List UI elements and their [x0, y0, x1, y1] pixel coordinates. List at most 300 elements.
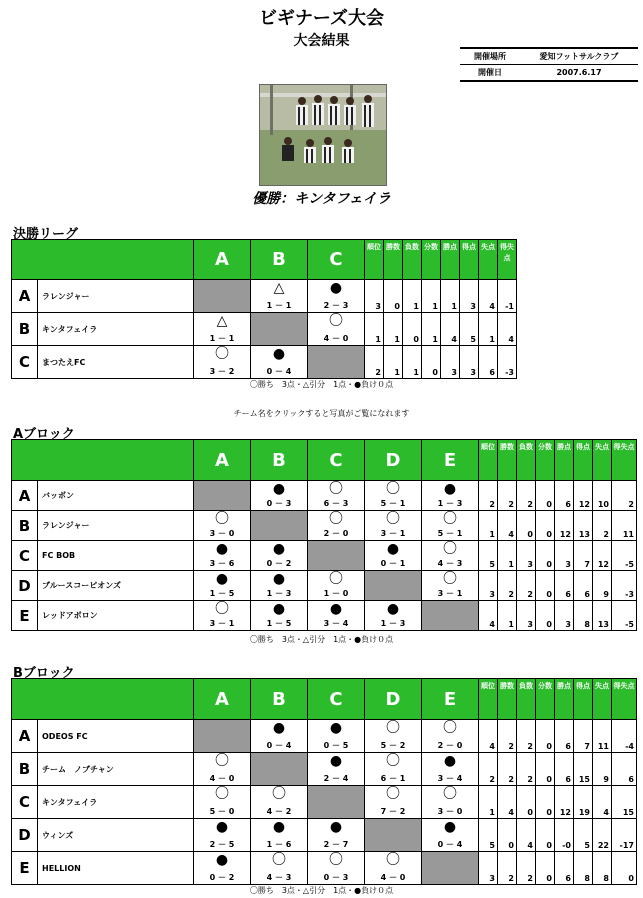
stat-header: 失点 [593, 440, 612, 481]
match-result-cell [308, 280, 365, 313]
stat-header: 勝点 [555, 440, 574, 481]
stat-value: 6 [555, 753, 574, 786]
stat-value: 3 [460, 346, 479, 379]
match-result-cell [422, 481, 479, 511]
click-team-name-note: チーム名をクリックすると写真がご覧になれます [233, 409, 410, 418]
stat-value: 8 [593, 852, 612, 885]
match-result-cell [251, 346, 308, 379]
header-blank-cell [12, 240, 194, 280]
result-symbol: 〇 [443, 571, 457, 587]
match-score: 5 － 1 [380, 499, 406, 508]
stat-value: 2 [498, 571, 517, 601]
info-value-date: 2007.6.17 [520, 65, 638, 82]
match-score: 5 － 1 [437, 529, 463, 538]
final-league-legend: 〇勝ち 3点・△引分 1点・●負け０点 [249, 380, 394, 389]
team-name-link[interactable]: キンタフェイラ [38, 786, 194, 819]
stat-value: 2 [479, 753, 498, 786]
stat-value: 1 [479, 786, 498, 819]
stat-header: 順位 [479, 679, 498, 720]
match-result-cell [194, 819, 251, 852]
header-blank-cell [12, 679, 194, 720]
result-symbol: 〇 [329, 571, 343, 587]
team-name-link[interactable]: まつたえFC [38, 346, 194, 379]
team-letter: B [12, 753, 38, 786]
result-symbol: ● [272, 571, 286, 587]
result-symbol: 〇 [386, 481, 400, 497]
stat-value: 4 [479, 601, 498, 631]
stat-value: 0 [403, 313, 422, 346]
column-header-b: B [251, 240, 308, 280]
result-symbol: ● [215, 819, 229, 835]
team-name-link[interactable]: ラレンジャー [38, 280, 194, 313]
block-b-legend: 〇勝ち 3点・△引分 1点・●負け０点 [249, 886, 394, 895]
stat-value: 0 [536, 720, 555, 753]
match-score: 0 － 1 [380, 559, 406, 568]
result-symbol: ● [329, 720, 343, 736]
stat-header: 分数 [536, 440, 555, 481]
stat-value: 2 [498, 720, 517, 753]
result-symbol: ● [329, 601, 343, 617]
result-symbol: ● [215, 571, 229, 587]
stat-value: -17 [612, 819, 637, 852]
self-match-cell [308, 541, 365, 571]
stat-header: 勝点 [555, 679, 574, 720]
stat-value: 0 [612, 852, 637, 885]
result-symbol: ● [329, 753, 343, 769]
stat-value: 3 [441, 346, 460, 379]
stat-value: 0 [536, 481, 555, 511]
match-score: 3 － 4 [437, 774, 463, 783]
self-match-cell [422, 601, 479, 631]
stat-value: 4 [479, 720, 498, 753]
column-header-a: A [194, 440, 251, 481]
stat-header: 失点 [593, 679, 612, 720]
stat-value: 1 [479, 511, 498, 541]
match-result-cell [365, 511, 422, 541]
match-result-cell [308, 601, 365, 631]
stat-value: 2 [517, 571, 536, 601]
match-result-cell [365, 481, 422, 511]
stat-value: 2 [517, 720, 536, 753]
column-header-a: A [194, 240, 251, 280]
team-letter: E [12, 601, 38, 631]
page-title: ビギナーズ大会 [258, 8, 385, 29]
result-symbol: 〇 [272, 852, 286, 868]
stat-value: 2 [498, 481, 517, 511]
match-result-cell [251, 541, 308, 571]
match-score: 0 － 3 [266, 499, 292, 508]
stat-value: 3 [365, 280, 384, 313]
stat-header: 負数 [517, 679, 536, 720]
team-letter: A [12, 481, 38, 511]
team-letter: B [12, 313, 38, 346]
result-symbol: ● [272, 601, 286, 617]
info-row-venue [460, 48, 638, 65]
match-result-cell [251, 852, 308, 885]
stat-value: 2 [498, 753, 517, 786]
match-result-cell [251, 720, 308, 753]
match-score: 4 － 0 [380, 873, 406, 882]
team-letter: C [12, 786, 38, 819]
stat-value: -3 [498, 346, 517, 379]
team-row [12, 481, 637, 511]
stat-value: 0 [517, 511, 536, 541]
match-result-cell [365, 541, 422, 571]
stat-value: 13 [574, 511, 593, 541]
stat-header: 失点 [479, 240, 498, 280]
stat-value: 1 [479, 313, 498, 346]
column-header-b: B [251, 440, 308, 481]
match-result-cell [365, 786, 422, 819]
stat-value: 6 [555, 852, 574, 885]
team-name-link[interactable]: ラレンジャー [38, 511, 194, 541]
block-a-table [11, 439, 637, 631]
match-result-cell [422, 819, 479, 852]
stat-value: 4 [593, 786, 612, 819]
result-symbol: 〇 [386, 753, 400, 769]
stat-header: 負数 [517, 440, 536, 481]
match-result-cell [422, 511, 479, 541]
match-score: 2 － 0 [323, 529, 349, 538]
result-symbol: 〇 [329, 481, 343, 497]
stat-value: 0 [536, 571, 555, 601]
match-result-cell [422, 571, 479, 601]
champion-team-photo [259, 84, 387, 186]
self-match-cell [194, 481, 251, 511]
stat-value: 0 [422, 346, 441, 379]
result-symbol: △ [216, 313, 228, 329]
match-result-cell [194, 511, 251, 541]
stat-header: 順位 [365, 240, 384, 280]
result-symbol: 〇 [215, 786, 229, 802]
match-score: 4 － 0 [323, 334, 349, 343]
stat-value: 2 [517, 481, 536, 511]
match-result-cell [308, 720, 365, 753]
stat-value: 3 [479, 852, 498, 885]
match-result-cell [365, 720, 422, 753]
team-name-link[interactable]: ODEOS FC [38, 720, 194, 753]
match-result-cell [422, 720, 479, 753]
stat-value: 0 [536, 541, 555, 571]
match-score: 3 － 2 [209, 367, 235, 376]
header-row [12, 679, 637, 720]
stat-value: 19 [574, 786, 593, 819]
match-score: 4 － 2 [266, 807, 292, 816]
result-symbol: ● [215, 852, 229, 868]
team-row [12, 720, 637, 753]
stat-header: 負数 [403, 240, 422, 280]
match-score: 1 － 5 [266, 619, 292, 628]
team-letter: D [12, 571, 38, 601]
stat-header: 分数 [422, 240, 441, 280]
final-league-title: 決勝リーグ [13, 227, 79, 242]
team-name-link[interactable]: チーム ノブチャン [38, 753, 194, 786]
match-score: 3 － 6 [209, 559, 235, 568]
match-score: 3 － 1 [437, 589, 463, 598]
info-label-venue: 開催場所 [460, 48, 520, 65]
stat-header: 勝点 [441, 240, 460, 280]
match-score: 4 － 3 [266, 873, 292, 882]
stat-value: 6 [555, 720, 574, 753]
stat-value: 1 [441, 280, 460, 313]
block-a-title: Aブロック [13, 427, 75, 442]
info-label-date: 開催日 [460, 65, 520, 82]
stat-value: 7 [574, 541, 593, 571]
match-score: 2 － 5 [209, 840, 235, 849]
match-score: 2 － 0 [437, 741, 463, 750]
team-row [12, 819, 637, 852]
stat-value: 8 [574, 601, 593, 631]
column-header-d: D [365, 679, 422, 720]
stat-value: 5 [574, 819, 593, 852]
stat-value: 3 [555, 541, 574, 571]
self-match-cell [251, 753, 308, 786]
stat-value: 1 [498, 601, 517, 631]
result-symbol: 〇 [386, 852, 400, 868]
match-result-cell [422, 786, 479, 819]
match-result-cell [308, 571, 365, 601]
team-row [12, 601, 637, 631]
result-symbol: ● [215, 541, 229, 557]
self-match-cell [365, 819, 422, 852]
match-score: 0 － 4 [437, 840, 463, 849]
stat-header: 得点 [460, 240, 479, 280]
stat-value: 22 [593, 819, 612, 852]
stat-value: 1 [422, 280, 441, 313]
match-result-cell [251, 786, 308, 819]
match-score: 1 － 3 [266, 589, 292, 598]
stat-value: -4 [612, 720, 637, 753]
match-score: 5 － 2 [380, 741, 406, 750]
team-row [12, 753, 637, 786]
team-row [12, 786, 637, 819]
stat-value: 12 [574, 481, 593, 511]
stat-value: 1 [384, 346, 403, 379]
match-score: 1 － 3 [380, 619, 406, 628]
stat-value: 12 [555, 786, 574, 819]
stat-value: 4 [441, 313, 460, 346]
stat-value: 1 [403, 280, 422, 313]
match-result-cell [308, 313, 365, 346]
result-symbol: △ [273, 280, 285, 296]
result-symbol: ● [329, 280, 343, 296]
stat-value: 9 [593, 571, 612, 601]
info-value-venue: 愛知フットサルクラブ [520, 48, 638, 65]
result-symbol: 〇 [215, 511, 229, 527]
stat-value: 2 [593, 511, 612, 541]
stat-value: 4 [498, 786, 517, 819]
result-symbol: 〇 [272, 786, 286, 802]
result-symbol: ● [443, 819, 457, 835]
team-name-link[interactable]: バッボン [38, 481, 194, 511]
stat-value: 6 [555, 481, 574, 511]
match-result-cell [194, 852, 251, 885]
self-match-cell [422, 852, 479, 885]
team-row [12, 313, 517, 346]
team-name-link[interactable]: ウィンズ [38, 819, 194, 852]
column-header-a: A [194, 679, 251, 720]
team-row [12, 852, 637, 885]
header-blank-cell [12, 440, 194, 481]
stat-value: 2 [612, 481, 637, 511]
result-symbol: 〇 [386, 786, 400, 802]
match-score: 6 － 1 [380, 774, 406, 783]
team-name-link[interactable]: HELLION [38, 852, 194, 885]
team-name-link[interactable]: ブルースコーピオンズ [38, 571, 194, 601]
event-info-table [460, 47, 638, 82]
stat-header: 分数 [536, 679, 555, 720]
match-result-cell [194, 786, 251, 819]
stat-value: 10 [593, 481, 612, 511]
match-result-cell [194, 601, 251, 631]
self-match-cell [194, 280, 251, 313]
stat-value: 2 [365, 346, 384, 379]
match-score: 0 － 2 [266, 559, 292, 568]
team-letter: A [12, 720, 38, 753]
stat-value: 6 [479, 346, 498, 379]
result-symbol: 〇 [329, 313, 343, 329]
team-name-link[interactable]: キンタフェイラ [38, 313, 194, 346]
stat-value: 2 [517, 753, 536, 786]
match-result-cell [365, 852, 422, 885]
stat-value: 5 [479, 541, 498, 571]
stat-header: 勝数 [498, 679, 517, 720]
match-score: 4 － 0 [209, 774, 235, 783]
champion-label: 優勝：キンタフェイラ [252, 191, 391, 207]
match-result-cell [194, 571, 251, 601]
stat-value: -1 [498, 280, 517, 313]
column-header-c: C [308, 240, 365, 280]
result-symbol: 〇 [386, 511, 400, 527]
stat-value: 3 [555, 601, 574, 631]
stat-value: 6 [574, 571, 593, 601]
stat-value: -5 [612, 601, 637, 631]
stat-value: 6 [555, 571, 574, 601]
stat-value: 11 [593, 720, 612, 753]
column-header-c: C [308, 679, 365, 720]
stat-value: 4 [479, 280, 498, 313]
stat-value: 11 [612, 511, 637, 541]
stat-value: 12 [555, 511, 574, 541]
block-a-legend: 〇勝ち 3点・△引分 1点・●負け０点 [249, 635, 394, 644]
match-score: 4 － 3 [437, 559, 463, 568]
match-result-cell [251, 280, 308, 313]
stat-value: 9 [593, 753, 612, 786]
stat-header: 勝数 [384, 240, 403, 280]
stat-value: 4 [498, 511, 517, 541]
result-symbol: 〇 [215, 346, 229, 362]
self-match-cell [251, 511, 308, 541]
column-header-c: C [308, 440, 365, 481]
stat-value: 0 [536, 852, 555, 885]
stat-value: 4 [517, 819, 536, 852]
match-score: 0 － 2 [209, 873, 235, 882]
match-score: 0 － 4 [266, 367, 292, 376]
stat-value: -5 [612, 541, 637, 571]
stat-value: 2 [517, 852, 536, 885]
match-score: 7 － 2 [380, 807, 406, 816]
match-result-cell [194, 346, 251, 379]
stat-value: 1 [422, 313, 441, 346]
info-row-date [460, 65, 638, 82]
team-name-link[interactable]: レッドアボロン [38, 601, 194, 631]
stat-value: 15 [574, 753, 593, 786]
team-letter: A [12, 280, 38, 313]
match-score: 3 － 4 [323, 619, 349, 628]
stat-value: 2 [479, 481, 498, 511]
match-score: 0 － 4 [266, 741, 292, 750]
stat-value: 1 [384, 313, 403, 346]
match-score: 1 － 5 [209, 589, 235, 598]
team-letter: C [12, 541, 38, 571]
stat-value: 0 [536, 601, 555, 631]
match-score: 2 － 3 [323, 301, 349, 310]
match-score: 3 － 1 [209, 619, 235, 628]
column-header-e: E [422, 440, 479, 481]
stat-header: 得失点 [612, 679, 637, 720]
match-result-cell [365, 601, 422, 631]
result-symbol: 〇 [329, 511, 343, 527]
self-match-cell [308, 786, 365, 819]
match-result-cell [422, 541, 479, 571]
stat-value: -0 [555, 819, 574, 852]
team-row [12, 511, 637, 541]
stat-value: 0 [536, 786, 555, 819]
stat-value: 5 [460, 313, 479, 346]
stat-value: -3 [612, 571, 637, 601]
stat-value: 0 [536, 753, 555, 786]
stat-value: 1 [365, 313, 384, 346]
stat-value: 3 [479, 571, 498, 601]
match-score: 1 － 1 [209, 334, 235, 343]
result-symbol: 〇 [443, 786, 457, 802]
team-name-link[interactable]: FC BOB [38, 541, 194, 571]
stat-value: 0 [384, 280, 403, 313]
match-result-cell [251, 481, 308, 511]
result-symbol: ● [272, 720, 286, 736]
match-score: 3 － 0 [437, 807, 463, 816]
stat-value: 2 [498, 852, 517, 885]
column-header-e: E [422, 679, 479, 720]
stat-header: 得失点 [612, 440, 637, 481]
header-row [12, 440, 637, 481]
match-result-cell [308, 481, 365, 511]
stat-value: 0 [517, 786, 536, 819]
match-score: 1 － 6 [266, 840, 292, 849]
stat-header: 得点 [574, 679, 593, 720]
match-score: 1 － 3 [437, 499, 463, 508]
match-score: 3 － 0 [209, 529, 235, 538]
stat-header: 得失点 [498, 240, 517, 280]
stat-value: 1 [498, 541, 517, 571]
stat-header: 勝数 [498, 440, 517, 481]
match-result-cell [194, 541, 251, 571]
result-symbol: ● [272, 541, 286, 557]
match-score: 2 － 4 [323, 774, 349, 783]
match-result-cell [194, 313, 251, 346]
team-letter: E [12, 852, 38, 885]
result-symbol: 〇 [215, 753, 229, 769]
stat-value: 3 [460, 280, 479, 313]
team-letter: D [12, 819, 38, 852]
team-letter: B [12, 511, 38, 541]
stat-header: 得点 [574, 440, 593, 481]
team-photo-image [260, 85, 387, 186]
stat-value: 13 [593, 601, 612, 631]
match-score: 5 － 0 [209, 807, 235, 816]
stat-value: 0 [498, 819, 517, 852]
match-result-cell [308, 852, 365, 885]
